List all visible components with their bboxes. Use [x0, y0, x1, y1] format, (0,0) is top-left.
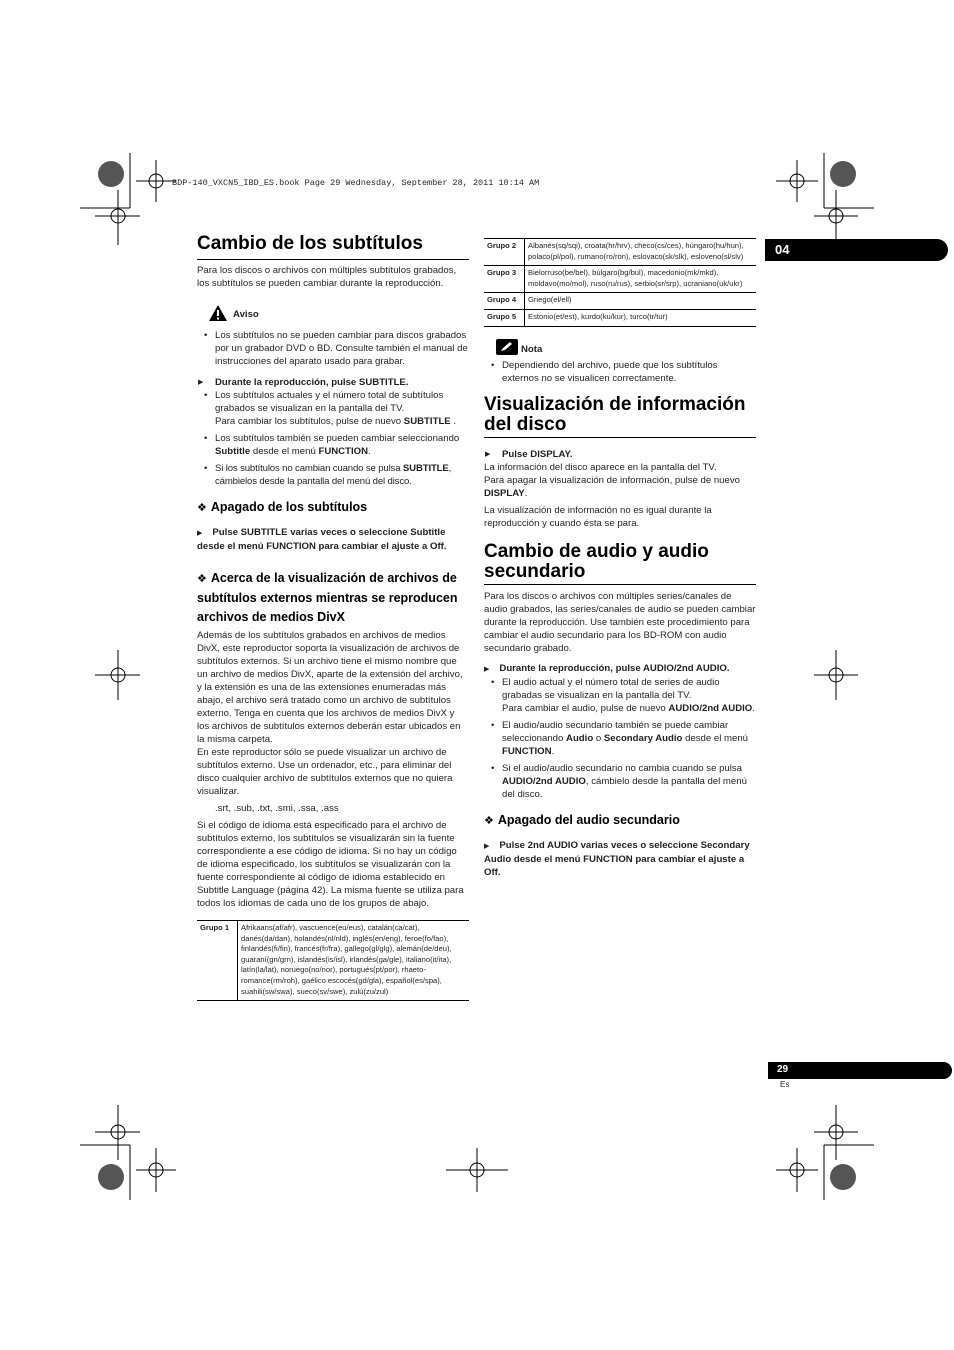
- disc-info-paragraph-3: La visualización de información no es igual durante la reproducción y cuando ésta se para.: [484, 504, 712, 529]
- bullet-current-audio: • El audio actual y el número total de series de audio grabadas se visualizan en la pantalla del TV. Para cambiar el audio, pulse de nuevo AUDIO/2nd AUDIO.: [484, 676, 756, 715]
- chapter-tab: [765, 239, 948, 261]
- divx-paragraph-3: Si el código de idioma está especificado para el archivo de subtítulos externo, los subtítulos se visualizarán sin la fuente correspondiente a ese código de idioma. Si no hay un código de idioma especificado, los subtítulos se visualizarán con la fuente correspondiente al código de idioma establecido en Subtitle Language (página 42). La misma fuente se utiliza para todos los idiomas de cada uno de los grupos de abajo.: [197, 820, 464, 909]
- note-label: Nota: [521, 343, 543, 355]
- subsection-secondary-audio-off: ❖ Apagado del audio secundario: [484, 812, 680, 827]
- bullet-audio-disc-menu: • Si el audio/audio secundario no cambia cuando se pulsa AUDIO/2nd AUDIO, cámbielo desde la pantalla del menú del disco.: [484, 762, 756, 801]
- step-arrow-icon: ▶: [485, 450, 491, 458]
- title-rule: [484, 437, 756, 438]
- step-arrow-icon: ▶: [484, 665, 490, 673]
- note-item: • Dependiendo del archivo, puede que los subtítulos externos no se visualicen correctamente.: [484, 359, 756, 385]
- group-languages: Estonio(et/est), kurdo(ku/kur), turco(tr/tur): [525, 309, 757, 326]
- warning-label: Aviso: [233, 309, 259, 320]
- left-column: [197, 264, 469, 1001]
- step-subtitles-off: ▶ Pulse SUBTITLE varias veces o seleccione Subtitle desde el menú FUNCTION para cambiar el ajuste a Off.: [197, 527, 447, 552]
- bullet-audio-function-menu: • El audio/audio secundario también se puede cambiar seleccionando Audio o Secondary Audio desde el menú FUNCTION.: [484, 719, 756, 758]
- file-header-line: BDP-140_VXCN5_IBD_ES.book Page 29 Wednesday, September 28, 2011 10:14 AM: [172, 178, 540, 188]
- warning-block: [197, 304, 469, 324]
- chapter-number: 04: [775, 242, 790, 257]
- group-table-2: [484, 239, 756, 327]
- divx-paragraph-2: En este reproductor sólo se puede visualizar un archivo de subtítulos externo. Use un ordenador, etc., para eliminar del disco cualquier archivo de subtítulos externos que no quiera visualizar.: [197, 747, 453, 797]
- step-press-display: ▶ Pulse DISPLAY.: [485, 448, 573, 460]
- table-row: [197, 921, 469, 1001]
- step-press-subtitle: ▶ Durante la reproducción, pulse SUBTITLE.: [198, 377, 409, 388]
- title-rule: [484, 584, 756, 585]
- page-number-tab: [768, 1062, 952, 1079]
- page-number: 29: [777, 1064, 789, 1075]
- table-row: [484, 239, 756, 266]
- step-arrow-icon: ▶: [484, 842, 490, 850]
- note-pencil-icon: [496, 339, 518, 355]
- intro-paragraph: Para los discos o archivos con múltiples subtítulos grabados, los subtítulos se pueden cambiar durante la reproducción.: [197, 265, 457, 289]
- table-row: [484, 266, 756, 293]
- step-press-audio: ▶ Durante la reproducción, pulse AUDIO/2nd AUDIO.: [484, 662, 730, 674]
- section-title-audio: Cambio de audio y audio secundario: [484, 540, 709, 582]
- table-top-rule: [197, 920, 469, 921]
- warning-icon: [208, 304, 228, 322]
- warning-item: • Los subtítulos no se pueden cambiar para discos grabados por un grabador DVD o BD. Consulte también el manual de instrucciones del aparato usado para grabar.: [197, 329, 469, 368]
- disc-info-paragraph-1: La información del disco aparece en la pantalla del TV.: [484, 461, 717, 473]
- divx-paragraph-1: Además de los subtítulos grabados en archivos de medios DivX, este reproductor soporta la visualización de archivos de subtítulos externos. Si un archivo tiene el mismo nombre que un archivo de medios DivX, aparte de la extensión del archivo, y la extensión es una de las extensiones enumeradas más abajo, el archivo será tratado como un archivo de subtítulos externo. Tenga en cuenta que los archivos de medios DivX y los archivos de subtítulos externos deberán estar ubicados en la misma carpeta.: [197, 630, 463, 745]
- bullet-disc-menu: • Si los subtítulos no cambian cuando se pulsa SUBTITLE, cámbielos desde la pantalla del menú del disco.: [197, 462, 469, 488]
- group-label: Grupo 5: [484, 309, 525, 326]
- page-language: Es: [780, 1080, 790, 1089]
- group-languages: Albanés(sq/sqi), croata(hr/hrv), checo(cs/ces), húngaro(hu/hun), polaco(pl/pol), rumano(ro/ron), eslovaco(sk/slk), esloveno(sl/slv): [525, 239, 757, 266]
- bullet-function-menu: • Los subtítulos también se pueden cambiar seleccionando Subtitle desde el menú FUNCTION.: [197, 432, 469, 458]
- subsection-external-subtitles: ❖ Acerca de la visualización de archivos de subtítulos externos mientras se reproducen archivos de medios DivX: [197, 571, 458, 624]
- table-top-rule: [484, 238, 756, 239]
- step-arrow-icon: ▶: [198, 379, 204, 386]
- table-row: [484, 309, 756, 326]
- group-label: Grupo 3: [484, 266, 525, 293]
- bullet-current-subtitles: • Los subtítulos actuales y el número total de subtítulos grabados se visualizan en la pantalla del TV. Para cambiar los subtítulos, pulse de nuevo SUBTITLE .: [197, 389, 469, 428]
- diamond-icon: ❖: [197, 573, 207, 585]
- audio-paragraph: Para los discos o archivos con múltiples series/canales de audio grabados, las series/canales de audio se pueden cambiar durante la reproducción. Use también este procedimiento para cambiar el audio secundario para los BD-ROM con audio secundario grabado.: [484, 590, 756, 654]
- diamond-icon: ❖: [197, 502, 207, 514]
- disc-info-paragraph-2: Para apagar la visualización de información, pulse de nuevo DISPLAY.: [484, 474, 740, 499]
- right-column: [484, 238, 756, 879]
- diamond-icon: ❖: [484, 814, 494, 827]
- group-languages: Griego(el/ell): [525, 293, 757, 310]
- extension-list: .srt, .sub, .txt, .smi, .ssa, .ass: [215, 803, 339, 814]
- note-block: [484, 339, 756, 357]
- step-arrow-icon: ▶: [197, 530, 203, 537]
- group-label: Grupo 2: [484, 239, 525, 266]
- group-label: Grupo 1: [197, 921, 238, 1001]
- group-languages: Bielorruso(be/bel), búlgaro(bg/bul), macedonio(mk/mkd), moldavo(mo/mol), ruso(ru/rus), serbio(sr/srp), ucraniano(uk/ukr): [525, 266, 757, 293]
- group-languages: Afrikaans(af/afr), vascuence(eu/eus), catalán(ca/cat), danés(da/dan), holandés(nl/nld), inglés(en/eng), feroe(fo/fao), finlandés(fi/fin), francés(fr/fra), gallego(gl/glg), alemán(de/deu), guaraní(gn/grn), islandés(is/isl), irlandés(ga/gle), italiano(it/ita), latín(la/lat), noruego(no/nor), portugués(pt/por), rhaeto-romance(rm/roh), gaélico escocés(gd/gla), español(es/spa), suahili(sw/swa), sueco(sv/swe), zulú(zu/zul): [238, 921, 470, 1001]
- subsection-subtitles-off: ❖ Apagado de los subtítulos: [197, 500, 368, 514]
- section-title-subtitles: Cambio de los subtítulos: [197, 233, 423, 254]
- section-title-disc-info: Visualización de información del disco: [484, 393, 746, 435]
- group-label: Grupo 4: [484, 293, 525, 310]
- group-table-1: [197, 921, 469, 1001]
- table-row: [484, 293, 756, 310]
- step-secondary-audio-off: ▶ Pulse 2nd AUDIO varias veces o seleccione Secondary Audio desde el menú FUNCTION para cambiar el ajuste a Off.: [484, 839, 750, 878]
- title-rule: [197, 259, 469, 260]
